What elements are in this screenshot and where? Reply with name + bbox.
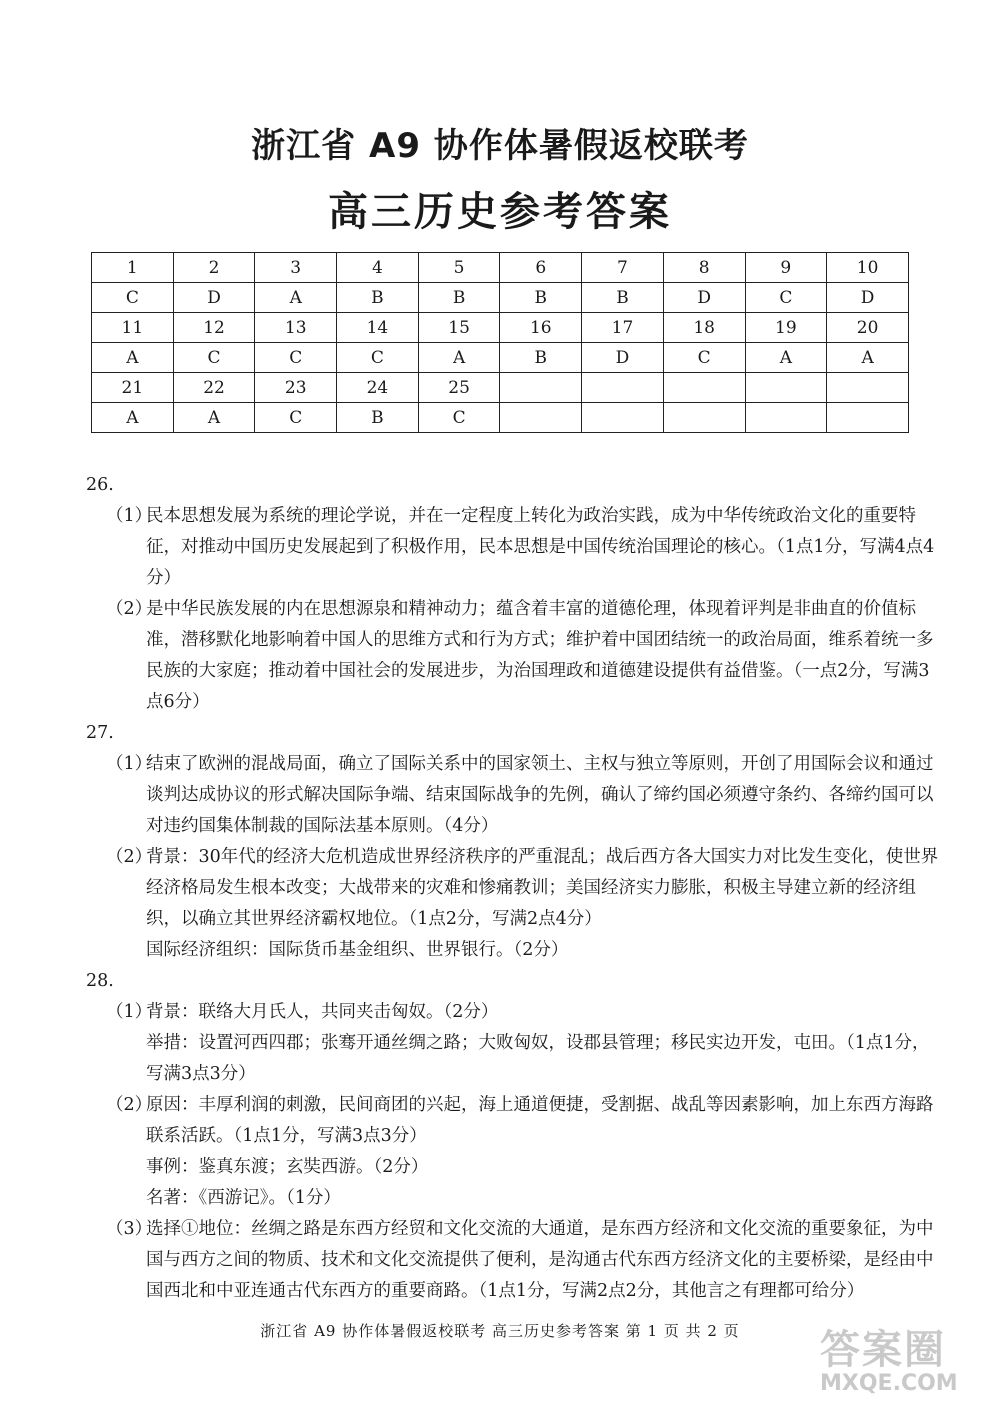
table-cell: B xyxy=(337,283,419,313)
answer-text: 民本思想发展为系统的理论学说，并在一定程度上转化为政治实践，成为中华传统政治文化的重要特征，对推动中国历史发展起到了积极作用，民本思想是中国传统治国理论的核心。（1点1分，写满4点4分） xyxy=(146,506,935,588)
table-cell: B xyxy=(337,403,419,433)
table-cell: B xyxy=(500,343,582,373)
table-cell: C xyxy=(663,343,745,373)
table-cell: C xyxy=(337,343,419,373)
answer-row xyxy=(92,343,909,373)
watermark-text: 答案圈 xyxy=(820,1327,946,1373)
table-cell: D xyxy=(173,283,255,313)
answer-text: 背景：30年代的经济大危机造成世界经济秩序的严重混乱；战后西方各大国实力对比发生变化，使世界经济格局发生根本改变；大战带来的灾难和惨痛教训；美国经济实力膨胀，积极主导建立新的经济组织，以确立其世界经济霸权地位。（1点2分，写满2点4分） xyxy=(146,847,939,929)
table-cell: A xyxy=(92,343,174,373)
table-cell xyxy=(500,403,582,433)
part-marker: （1） xyxy=(106,1002,153,1022)
part-marker: （1） xyxy=(106,754,153,774)
table-cell xyxy=(500,373,582,403)
table-cell: A xyxy=(418,343,500,373)
table-cell: 22 xyxy=(173,373,255,403)
q27-part-1 xyxy=(86,749,946,842)
document-subtitle: 高三历史参考答案 xyxy=(328,189,672,235)
table-cell: B xyxy=(582,283,664,313)
table-cell xyxy=(663,403,745,433)
question-number-28: 28. xyxy=(86,971,114,991)
watermark-url: MXQE.COM xyxy=(820,1371,958,1396)
table-cell: B xyxy=(418,283,500,313)
table-cell: 4 xyxy=(337,253,419,283)
exam-title: 浙江省 A9 协作体暑假返校联考 xyxy=(251,126,749,166)
question-number-27: 27. xyxy=(86,723,114,743)
q28-part-2 xyxy=(86,1090,946,1152)
table-cell: A xyxy=(255,283,337,313)
table-cell: 16 xyxy=(500,313,582,343)
table-cell xyxy=(745,403,827,433)
question-number-row xyxy=(92,313,909,343)
table-cell: A xyxy=(92,403,174,433)
q28-part-2-classic: 名著：《西游记》。（1分） xyxy=(146,1188,341,1208)
q28-part-3 xyxy=(86,1214,946,1307)
answer-row xyxy=(92,283,909,313)
answer-table xyxy=(91,252,909,433)
table-cell: 1 xyxy=(92,253,174,283)
q27-part-2 xyxy=(86,842,946,935)
answer-text: 选择①地位：丝绸之路是东西方经贸和文化交流的大通道，是东西方经济和文化交流的重要象征，为中国与西方之间的物质、技术和文化交流提供了便利，是沟通古代东西方经济文化的主要桥梁，是经由中国西北和中亚连通古代东西方的重要商路。（1点1分，写满2点2分，其他言之有理都可给分） xyxy=(146,1219,934,1301)
table-cell: 12 xyxy=(173,313,255,343)
table-cell: D xyxy=(663,283,745,313)
table-cell: A xyxy=(827,343,909,373)
page-footer: 浙江省 A9 协作体暑假返校联考 高三历史参考答案 第 1 页 共 2 页 xyxy=(260,1322,740,1340)
table-cell xyxy=(827,373,909,403)
table-cell: 7 xyxy=(582,253,664,283)
table-cell: 5 xyxy=(418,253,500,283)
table-cell: C xyxy=(418,403,500,433)
question-number-row xyxy=(92,373,909,403)
table-cell: 15 xyxy=(418,313,500,343)
table-cell: D xyxy=(582,343,664,373)
table-cell: 6 xyxy=(500,253,582,283)
q28-part-1-measures: 举措：设置河西四郡；张骞开通丝绸之路；大败匈奴，设郡县管理；移民实边开发，屯田。（1点1分，写满3点3分） xyxy=(146,1033,930,1084)
part-marker: （2） xyxy=(106,847,153,867)
table-cell: 10 xyxy=(827,253,909,283)
table-cell: 13 xyxy=(255,313,337,343)
answer-text: 是中华民族发展的内在思想源泉和精神动力；蕴含着丰富的道德伦理，体现着评判是非曲直的价值标准，潜移默化地影响着中国人的思维方式和行为方式；维护着中国团结统一的政治局面，维系着统一多民族的大家庭；推动着中国社会的发展进步，为治国理政和道德建设提供有益借鉴。（一点2分，写满3点6分） xyxy=(146,599,934,712)
table-cell xyxy=(582,403,664,433)
table-cell: B xyxy=(500,283,582,313)
part-marker: （2） xyxy=(106,599,153,619)
table-cell: C xyxy=(92,283,174,313)
answer-row xyxy=(92,403,909,433)
table-cell xyxy=(745,373,827,403)
table-cell: D xyxy=(827,283,909,313)
q26-part-1 xyxy=(86,501,946,594)
table-cell: 23 xyxy=(255,373,337,403)
question-number-26: 26. xyxy=(86,475,114,495)
part-marker: （1） xyxy=(106,506,153,526)
table-cell: 17 xyxy=(582,313,664,343)
table-cell xyxy=(582,373,664,403)
table-cell: 11 xyxy=(92,313,174,343)
q26-part-2 xyxy=(86,594,946,718)
table-cell: C xyxy=(173,343,255,373)
table-cell: 20 xyxy=(827,313,909,343)
table-cell: 9 xyxy=(745,253,827,283)
question-number-row xyxy=(92,253,909,283)
watermark-logo xyxy=(820,1318,985,1404)
table-cell: 8 xyxy=(663,253,745,283)
table-cell: 18 xyxy=(663,313,745,343)
table-cell: 3 xyxy=(255,253,337,283)
part-marker: （2） xyxy=(106,1095,153,1115)
part-marker: （3） xyxy=(106,1219,153,1239)
table-cell: C xyxy=(255,343,337,373)
table-cell: A xyxy=(173,403,255,433)
table-cell: C xyxy=(255,403,337,433)
table-cell: C xyxy=(745,283,827,313)
answer-text: 背景：联络大月氏人，共同夹击匈奴。（2分） xyxy=(146,1002,499,1022)
table-cell: 21 xyxy=(92,373,174,403)
table-cell: A xyxy=(745,343,827,373)
answer-content xyxy=(86,470,946,1307)
table-cell xyxy=(663,373,745,403)
answer-text: 结束了欧洲的混战局面，确立了国际关系中的国家领土、主权与独立等原则，开创了用国际会议和通过谈判达成协议的形式解决国际争端、结束国际战争的先例，确认了缔约国必须遵守条约、各缔约国可以对违约国集体制裁的国际法基本原则。（4分） xyxy=(146,754,934,836)
table-cell: 14 xyxy=(337,313,419,343)
table-cell: 2 xyxy=(173,253,255,283)
answer-text: 原因：丰厚利润的刺激，民间商团的兴起，海上通道便捷，受割据、战乱等因素影响，加上东西方海路联系活跃。（1点1分，写满3点3分） xyxy=(146,1095,934,1146)
q28-part-1 xyxy=(86,997,946,1028)
table-cell: 24 xyxy=(337,373,419,403)
table-cell xyxy=(827,403,909,433)
q28-part-2-examples: 事例：鉴真东渡；玄奘西游。（2分） xyxy=(146,1157,429,1177)
table-cell: 25 xyxy=(418,373,500,403)
q27-part-2-organizations: 国际经济组织：国际货币基金组织、世界银行。（2分） xyxy=(146,940,569,960)
table-cell: 19 xyxy=(745,313,827,343)
